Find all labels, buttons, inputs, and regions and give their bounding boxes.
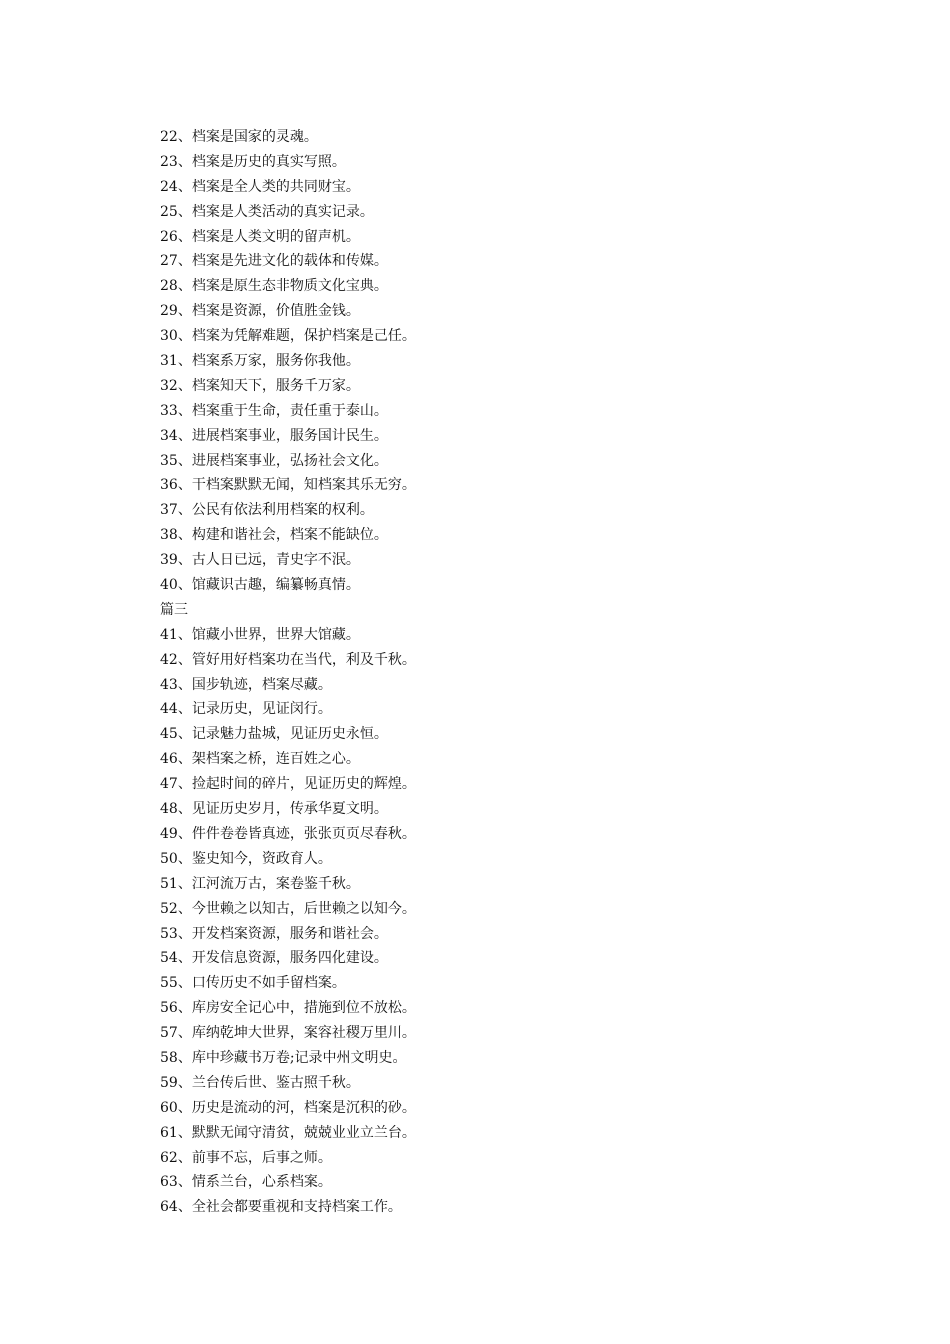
slogan-line: 55、口传历史不如手留档案。 [160,975,346,992]
slogan-line: 38、构建和谐社会，档案不能缺位。 [160,527,388,544]
slogan-line: 62、前事不忘，后事之师。 [160,1149,332,1166]
section-heading: 篇三 [160,601,188,618]
slogan-line: 36、干档案默默无闻，知档案其乐无穷。 [160,477,416,494]
slogan-line: 64、全社会都要重视和支持档案工作。 [160,1199,402,1216]
slogan-line: 31、档案系万家，服务你我他。 [160,353,360,370]
slogan-line: 47、捡起时间的碎片，见证历史的辉煌。 [160,776,416,793]
slogan-line: 34、进展档案事业，服务国计民生。 [160,427,388,444]
slogan-line: 28、档案是原生态非物质文化宝典。 [160,278,388,295]
document-body [160,125,880,1220]
slogan-line: 57、库纳乾坤大世界，案容社稷万里川。 [160,1025,416,1042]
slogan-line: 43、国步轨迹，档案尽藏。 [160,676,332,693]
slogan-line: 41、馆藏小世界，世界大馆藏。 [160,626,360,643]
slogan-line: 60、历史是流动的河，档案是沉积的砂。 [160,1099,416,1116]
slogan-line: 56、库房安全记心中，措施到位不放松。 [160,1000,416,1017]
slogan-line: 26、档案是人类文明的留声机。 [160,228,360,245]
slogan-line: 39、古人日已远，青史字不泯。 [160,552,360,569]
slogan-line: 24、档案是全人类的共同财宝。 [160,178,360,195]
slogan-line: 30、档案为凭解难题，保护档案是己任。 [160,328,416,345]
slogan-line: 52、今世赖之以知古，后世赖之以知今。 [160,900,416,917]
slogan-line: 49、件件卷卷皆真迹，张张页页尽春秋。 [160,825,416,842]
slogan-line: 42、管好用好档案功在当代，利及千秋。 [160,651,416,668]
slogan-line: 32、档案知天下，服务千万家。 [160,377,360,394]
slogan-line: 61、默默无闻守清贫，兢兢业业立兰台。 [160,1124,416,1141]
slogan-line: 44、记录历史，见证闵行。 [160,701,332,718]
slogan-line: 33、档案重于生命，责任重于泰山。 [160,402,388,419]
slogan-line: 48、见证历史岁月，传承华夏文明。 [160,801,388,818]
slogan-line: 46、架档案之桥，连百姓之心。 [160,751,360,768]
slogan-line: 50、鉴史知今，资政育人。 [160,850,332,867]
slogan-line: 37、公民有依法利用档案的权利。 [160,502,374,519]
slogan-line: 54、开发信息资源，服务四化建设。 [160,950,388,967]
slogan-line: 27、档案是先进文化的载体和传媒。 [160,253,388,270]
slogan-line: 51、江河流万古，案卷鉴千秋。 [160,875,360,892]
slogan-line: 23、档案是历史的真实写照。 [160,153,346,170]
slogan-line: 59、兰台传后世、鉴古照千秋。 [160,1074,360,1091]
slogan-line: 45、记录魅力盐城，见证历史永恒。 [160,726,388,743]
slogan-line: 22、档案是国家的灵魂。 [160,129,318,145]
slogan-line: 53、开发档案资源，服务和谐社会。 [160,925,388,942]
slogan-line: 29、档案是资源，价值胜金钱。 [160,303,360,320]
slogan-line: 40、馆藏识古趣，编纂畅真情。 [160,577,360,594]
slogan-line: 63、情系兰台，心系档案。 [160,1174,332,1191]
slogan-line: 25、档案是人类活动的真实记录。 [160,203,374,220]
slogan-line: 58、库中珍藏书万卷;记录中州文明史。 [160,1049,407,1066]
slogan-line: 35、进展档案事业，弘扬社会文化。 [160,452,388,469]
